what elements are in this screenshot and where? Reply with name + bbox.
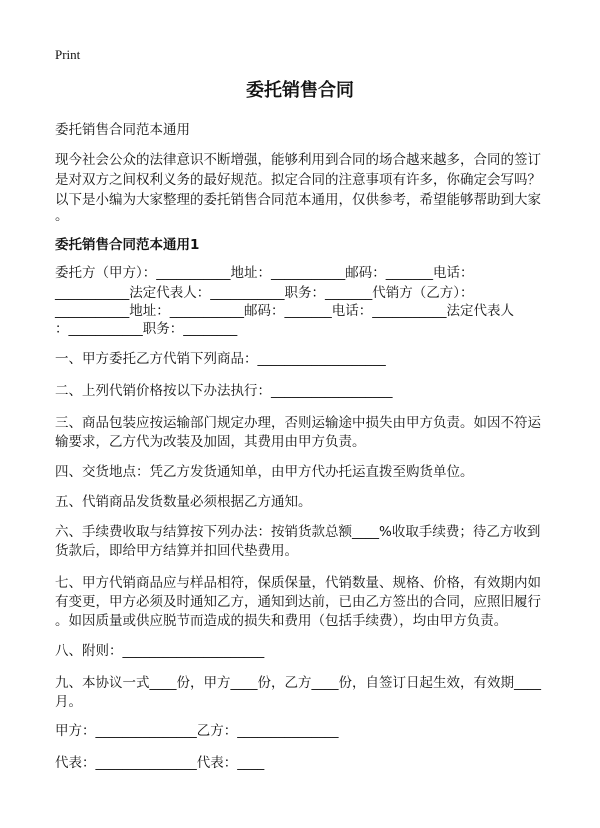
clause-8: 八、附则：_____________________ <box>55 643 265 659</box>
clause-3: 三、商品包装应按运输部门规定办理，否则运输途中损失由甲方负责。如因不符运 <box>55 415 541 431</box>
intro-line: 以下是小编为大家整理的委托销售合同范本通用，仅供参考，希望能够帮助到大家 <box>55 192 541 208</box>
clause-9: 九、本协议一式____份，甲方____份，乙方____份，自签订日起生效，有效期____ <box>55 675 541 691</box>
clause-5: 五、代销商品发货数量必须根据乙方通知。 <box>55 494 312 510</box>
parties-line: ___________地址：___________邮码：_______电话：___________法定代表人 <box>55 303 514 319</box>
clause-7: 七、甲方代销商品应与样品相符，保质保量，代销数量、规格、价格，有效期内如 <box>55 575 541 591</box>
print-link[interactable]: Print <box>55 47 81 62</box>
clause-9: 月。 <box>55 694 82 710</box>
parties-line: ：___________职务：________ <box>55 321 238 337</box>
document-title: 委托销售合同 <box>246 80 354 101</box>
clause-4: 四、交货地点：凭乙方发货通知单，由甲方代办托运直拨至购货单位。 <box>55 464 474 480</box>
clause-1: 一、甲方委托乙方代销下列商品：___________________ <box>55 351 386 367</box>
signature-line-representative: 代表：_______________代表：____ <box>55 755 265 771</box>
intro-line: 。 <box>55 208 69 224</box>
clause-2: 二、上列代销价格按以下办法执行：__________________ <box>55 383 393 399</box>
clause-6: 六、手续费收取与结算按下列办法：按销货款总额____%收取手续费；待乙方收到 <box>55 524 541 540</box>
clause-7: 。如因质量或供应脱节而造成的损失和费用（包括手续费），均由甲方负责。 <box>55 613 508 629</box>
clause-7: 有变更，甲方必须及时通知乙方，通知到达前，已由乙方签出的合同，应照旧履行 <box>55 594 541 610</box>
signature-line-party: 甲方：_______________乙方：_______________ <box>55 723 339 739</box>
clause-6: 货款后，即给甲方结算并扣回代垫费用。 <box>55 543 298 559</box>
section-heading: 委托销售合同范本通用1 <box>55 237 200 253</box>
parties-line: ___________法定代表人：___________职务：_______代销方（乙方）： <box>55 285 474 301</box>
parties-line: 委托方（甲方）：___________地址：___________邮码：_______电话： <box>55 265 474 281</box>
clause-3: 输要求，乙方代为改装及加固，其费用由甲方负责。 <box>55 434 366 450</box>
intro-line: 现今社会公众的法律意识不断增强，能够利用到合同的场合越来越多，合同的签订 <box>55 152 541 168</box>
intro-line: 是对双方之间权利义务的最好规范。拟定合同的注意事项有许多，你确定会写吗？ <box>55 172 541 188</box>
document-subtitle: 委托销售合同范本通用 <box>55 122 190 138</box>
